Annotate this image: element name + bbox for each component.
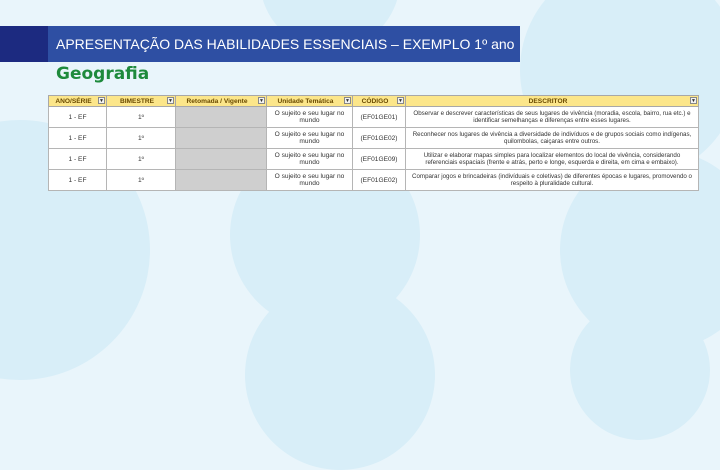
column-header-ano-serie[interactable]: ANO/SÉRIE ▼ — [49, 96, 107, 107]
cell-codigo[interactable]: (EF01GE09) — [353, 149, 406, 170]
column-header-unidade-tematica[interactable]: Unidade Temática ▼ — [267, 96, 353, 107]
background-circle-bottom-right — [570, 300, 710, 440]
cell-bimestre[interactable]: 1º — [107, 107, 176, 128]
cell-retomada-vigente[interactable] — [176, 149, 267, 170]
column-header-descritor[interactable]: DESCRITOR ▼ — [406, 96, 699, 107]
cell-ano-serie[interactable]: 1 - EF — [49, 128, 107, 149]
column-header-retomada-vigente[interactable]: Retomada / Vigente ▼ — [176, 96, 267, 107]
dropdown-arrow-icon[interactable]: ▼ — [259, 98, 264, 104]
dropdown-arrow-icon[interactable]: ▼ — [398, 98, 403, 104]
cell-ano-serie[interactable]: 1 - EF — [49, 107, 107, 128]
dropdown-arrow-icon[interactable]: ▼ — [345, 98, 350, 104]
cell-codigo[interactable]: (EF01GE02) — [353, 170, 406, 191]
cell-ano-serie[interactable]: 1 - EF — [49, 170, 107, 191]
cell-retomada-vigente[interactable] — [176, 107, 267, 128]
cell-codigo[interactable]: (EF01GE01) — [353, 107, 406, 128]
cell-bimestre[interactable]: 1º — [107, 170, 176, 191]
table-row — [49, 128, 699, 149]
table-row — [49, 149, 699, 170]
cell-bimestre[interactable]: 1º — [107, 128, 176, 149]
cell-descritor[interactable]: Reconhecer nos lugares de vivência a diversidade de indivíduos e de grupos sociais como indígenas, quilombolas, caiçaras entre outros. — [406, 128, 699, 149]
cell-descritor[interactable]: Comparar jogos e brincadeiras (indivíduais e coletivas) de diferentes épocas e lugares, promovendo o respeito à pluralidade cultural. — [406, 170, 699, 191]
cell-descritor[interactable]: Observar e descrever características de seus lugares de vivência (moradia, escola, bairro, rua etc.) e identificar semelhanças e diferenças entre esses lugares. — [406, 107, 699, 128]
cell-retomada-vigente[interactable] — [176, 170, 267, 191]
cell-codigo[interactable]: (EF01GE02) — [353, 128, 406, 149]
skills-table — [48, 95, 699, 191]
cell-retomada-vigente[interactable] — [176, 128, 267, 149]
table-row — [49, 107, 699, 128]
background-circle-bottom — [245, 280, 435, 470]
cell-unidade-tematica[interactable]: O sujeito e seu lugar no mundo — [267, 128, 353, 149]
cell-unidade-tematica[interactable]: O sujeito e seu lugar no mundo — [267, 170, 353, 191]
cell-unidade-tematica[interactable]: O sujeito e seu lugar no mundo — [267, 149, 353, 170]
cell-unidade-tematica[interactable]: O sujeito e seu lugar no mundo — [267, 107, 353, 128]
column-header-bimestre[interactable]: BIMESTRE ▼ — [107, 96, 176, 107]
table-header-row — [49, 96, 699, 107]
table-row — [49, 170, 699, 191]
dropdown-arrow-icon[interactable]: ▼ — [691, 98, 696, 104]
dropdown-arrow-icon[interactable]: ▼ — [168, 98, 173, 104]
dropdown-arrow-icon[interactable]: ▼ — [99, 98, 104, 104]
cell-bimestre[interactable]: 1º — [107, 149, 176, 170]
cell-ano-serie[interactable]: 1 - EF — [49, 149, 107, 170]
title-accent-bar — [0, 26, 48, 62]
slide-title: APRESENTAÇÃO DAS HABILIDADES ESSENCIAIS – EXEMPLO 1º ano — [48, 26, 520, 62]
slide-subtitle: Geografia — [56, 64, 150, 84]
column-header-codigo[interactable]: CÓDIGO ▼ — [353, 96, 406, 107]
cell-descritor[interactable]: Utilizar e elaborar mapas simples para localizar elementos do local de vivência, considerando referenciais espaciais (frente e atrás, perto e longe, esquerda e direita, em cima e embaixo). — [406, 149, 699, 170]
